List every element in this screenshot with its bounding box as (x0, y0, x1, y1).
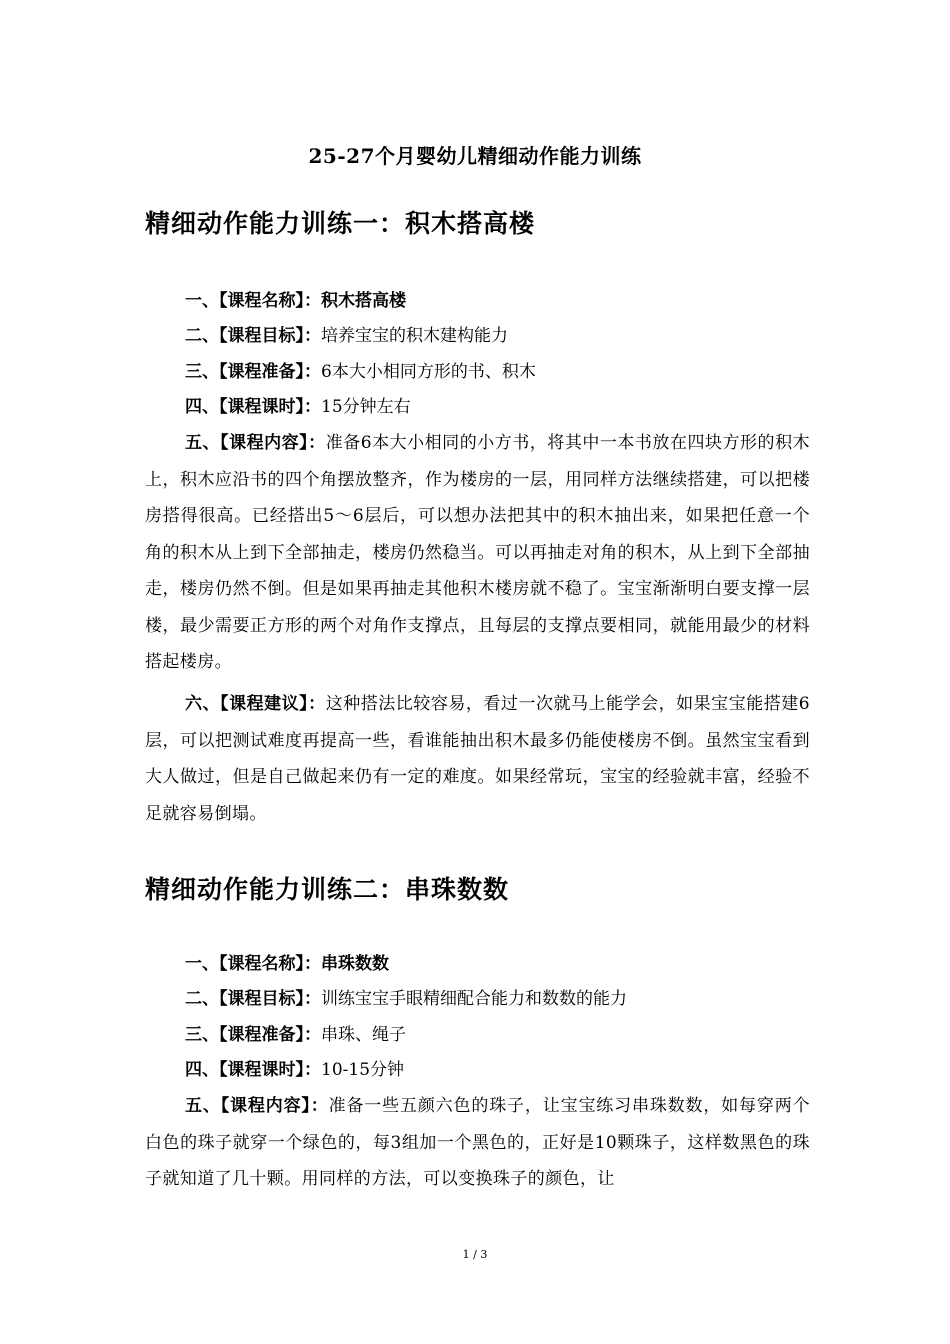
section-1-course-suggestion (145, 686, 810, 832)
section-2-course-prep (185, 1017, 406, 1053)
section-2-course-content (145, 1088, 810, 1198)
item-value: 训练宝宝手眼精细配合能力和数数的能力 (321, 989, 627, 1009)
content-label: 五、【课程内容】： (185, 433, 326, 453)
document-title: 25-27个月婴幼儿精细动作能力训练 (308, 144, 642, 168)
suggestion-label: 六、【课程建议】： (185, 694, 326, 714)
section-2-course-duration (185, 1052, 404, 1088)
item-label: 二、【课程目标】： (185, 989, 321, 1009)
section-1-course-goal (185, 318, 508, 354)
item-value: 积木搭高楼 (321, 291, 406, 311)
content-label: 五、【课程内容】： (185, 1096, 329, 1116)
section-1-course-prep (185, 354, 536, 390)
item-value: 10-15分钟 (321, 1060, 405, 1080)
item-value: 串珠数数 (321, 954, 389, 974)
section-2-heading: 精细动作能力训练二：串珠数数 (145, 875, 510, 904)
content-text: 准备6本大小相同的小方书，将其中一本书放在四块方形的积木上，积木应沿书的四个角摆放整齐，作为楼房的一层，用同样方法继续搭建，可以把楼房搭得很高。已经搭出5～6层后，可以想办法把其中的积木抽出来，如果把任意一个角的积木从上到下全部抽走，楼房仍然稳当。可以再抽走对角的积木，从上到下全部抽走，楼房仍然不倒。但是如果再抽走其他积木楼房就不稳了。宝宝渐渐明白要支撑一层楼，最少需要正方形的两个对角作支撑点，且每层的支撑点要相同，就能用最少的材料搭起楼房。 (145, 433, 810, 672)
item-label: 三、【课程准备】： (185, 1025, 321, 1045)
section-1-heading: 精细动作能力训练一：积木搭高楼 (145, 209, 536, 238)
section-1-course-content (145, 425, 810, 681)
section-1-course-name (185, 283, 406, 319)
content-text: 准备一些五颜六色的珠子，让宝宝练习串珠数数，如每穿两个白色的珠子就穿一个绿色的，每3组加一个黑色的，正好是10颗珠子，这样数黑色的珠子就知道了几十颗。用同样的方法，可以变换珠子的颜色，让 (145, 1096, 810, 1189)
item-value: 6本大小相同方形的书、积木 (321, 362, 536, 382)
section-1-course-duration (185, 389, 411, 425)
item-value: 15分钟左右 (321, 397, 411, 417)
section-2-course-goal (185, 981, 627, 1017)
item-label: 一、【课程名称】： (185, 291, 321, 311)
item-value: 培养宝宝的积木建构能力 (321, 326, 508, 346)
item-label: 一、【课程名称】： (185, 954, 321, 974)
item-label: 四、【课程课时】： (185, 1060, 321, 1080)
item-label: 四、【课程课时】： (185, 397, 321, 417)
suggestion-text: 这种搭法比较容易，看过一次就马上能学会，如果宝宝能搭建6层，可以把测试难度再提高一些，看谁能抽出积木最多仍能使楼房不倒。虽然宝宝看到大人做过，但是自己做起来仍有一定的难度。如果经常玩，宝宝的经验就丰富，经验不足就容易倒塌。 (145, 694, 810, 824)
page-number: 1 / 3 (462, 1248, 488, 1261)
item-value: 串珠、绳子 (321, 1025, 406, 1045)
item-label: 三、【课程准备】： (185, 362, 321, 382)
section-2-course-name (185, 946, 389, 982)
item-label: 二、【课程目标】： (185, 326, 321, 346)
